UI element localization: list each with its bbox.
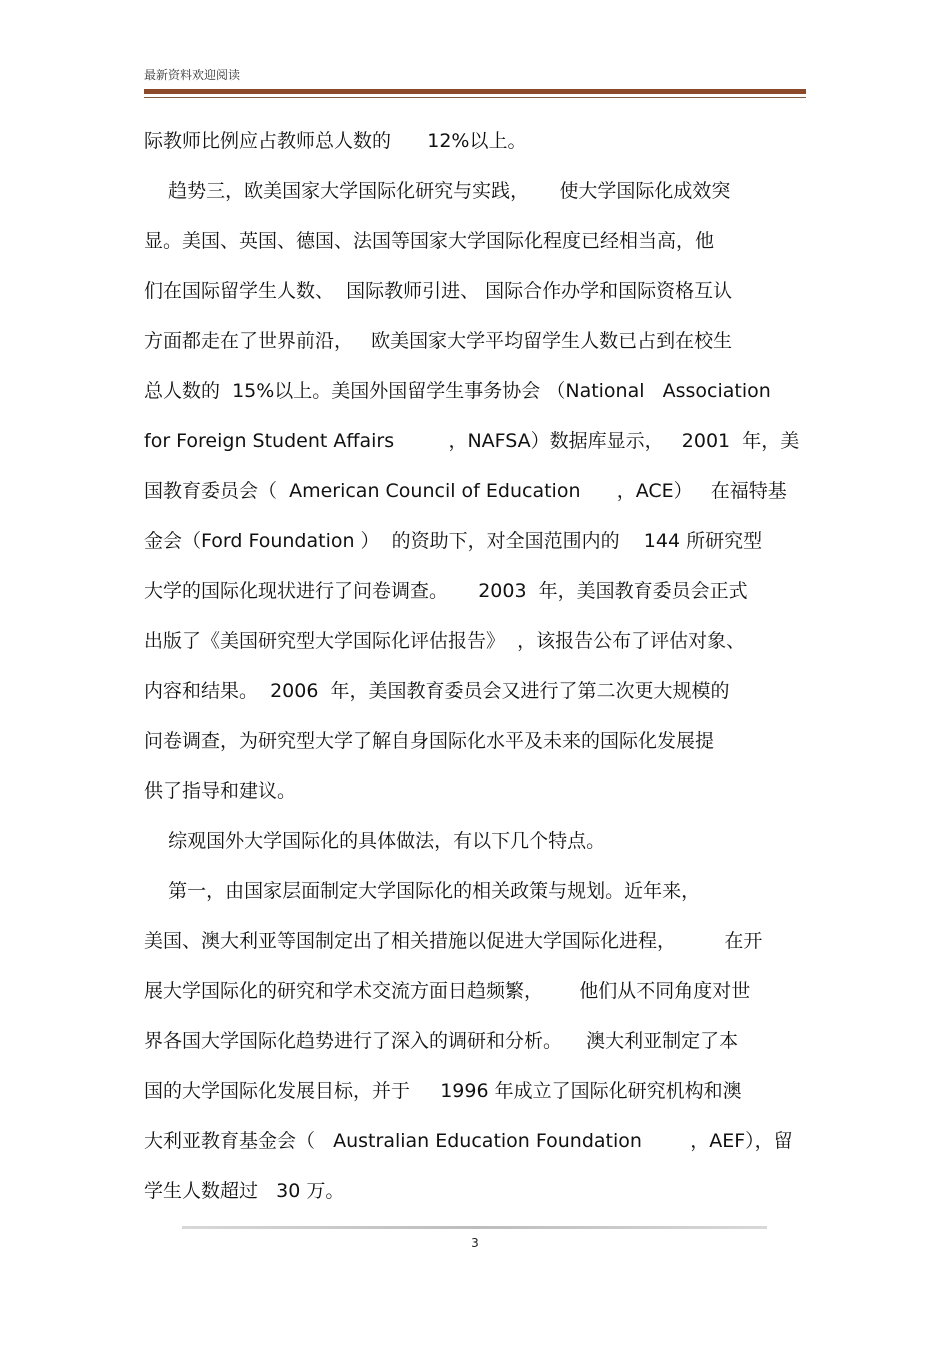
body-line: 金会（Ford Foundation ） 的资助下，对全国范围内的 144 所研究型 [144,530,763,552]
body-line: 第一，由国家层面制定大学国际化的相关政策与规划。近年来， [144,880,701,902]
body-line: 问卷调查，为研究型大学了解自身国际化水平及未来的国际化发展提 [144,730,715,752]
body-line: 界各国大学国际化趋势进行了深入的调研和分析。 澳大利亚制定了本 [144,1030,739,1052]
body-line: 内容和结果。 2006 年，美国教育委员会又进行了第二次更大规模的 [144,680,730,702]
body-line: 方面都走在了世界前沿， 欧美国家大学平均留学生人数已占到在校生 [144,330,733,352]
footer-divider [182,1226,767,1229]
body-line: 国的大学国际化发展目标，并于 1996 年成立了国际化研究机构和澳 [144,1080,742,1102]
header-label: 最新资料欢迎阅读 [144,68,241,82]
header-divider-thick [144,89,806,94]
body-line: 出版了《美国研究型大学国际化评估报告》 ，该报告公布了评估对象、 [144,630,746,652]
body-line: 综观国外大学国际化的具体做法，有以下几个特点。 [144,830,606,852]
body-line: 显。美国、英国、德国、法国等国家大学国际化程度已经相当高，他 [144,230,715,252]
body-line: for Foreign Student Affairs ，NAFSA）数据库显示， 2001 年，美 [144,430,800,452]
body-line: 美国、澳大利亚等国制定出了相关措施以促进大学国际化进程， 在开 [144,930,763,952]
body-line: 学生人数超过 30 万。 [144,1180,345,1202]
body-line: 供了指导和建议。 [144,780,297,802]
body-line: 总人数的 15%以上。美国外国留学生事务协会 （National Association [144,380,771,402]
header-divider-thin [144,97,806,98]
body-line: 趋势三，欧美国家大学国际化研究与实践， 使大学国际化成效突 [144,180,731,202]
page-number: 3 [471,1236,479,1250]
body-line: 大利亚教育基金会（ Australian Education Foundation ，AEF），留 [144,1130,793,1152]
body-line: 展大学国际化的研究和学术交流方面日趋频繁， 他们从不同角度对世 [144,980,751,1002]
body-line: 际教师比例应占教师总人数的 12%以上。 [144,130,527,152]
body-line: 国教育委员会（ American Council of Education ，ACE） 在福特基 [144,480,787,502]
body-line: 大学的国际化现状进行了问卷调查。 2003 年，美国教育委员会正式 [144,580,748,602]
body-line: 们在国际留学生人数、 国际教师引进、 国际合作办学和国际资格互认 [144,280,733,302]
